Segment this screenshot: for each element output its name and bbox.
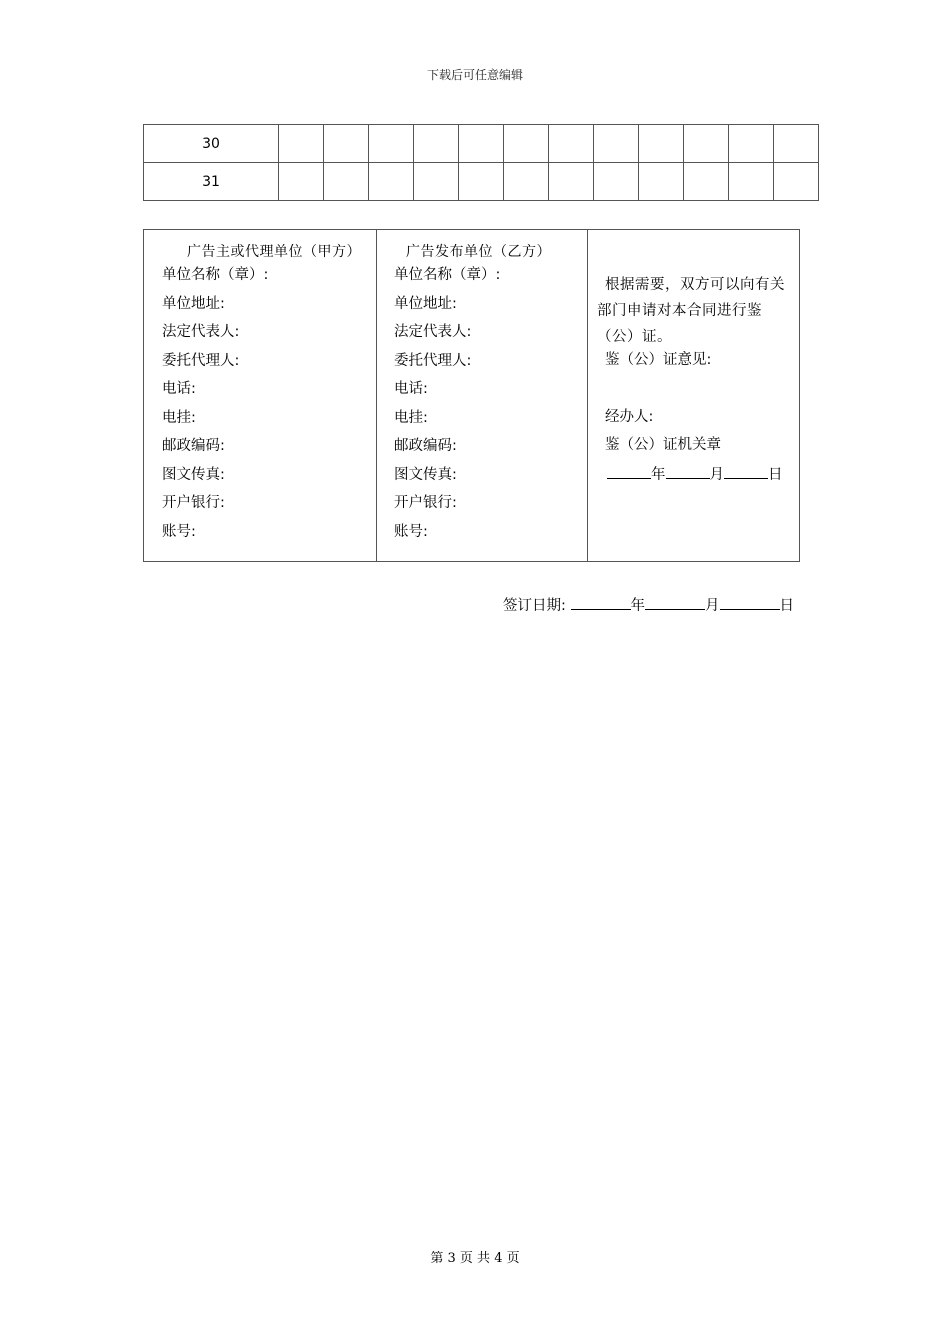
grid-cell[interactable] [324,125,369,163]
party-b-title: 广告发布单位（乙方） [406,244,551,260]
table-row [144,163,819,201]
signing-month-blank[interactable] [645,595,705,610]
grid-cell[interactable] [549,163,594,201]
notary-month-blank[interactable] [666,464,710,479]
grid-cell[interactable] [279,163,324,201]
grid-cell[interactable] [594,163,639,201]
party-b-field-cable: 电挂: [394,409,428,426]
grid-cell[interactable] [459,163,504,201]
notary-handler: 经办人: [605,408,654,425]
notary-month-label: 月 [709,466,724,483]
grid-cell[interactable] [639,125,684,163]
notary-day-label: 日 [768,466,783,483]
day-label: 30 [144,125,279,163]
notary-seal: 鉴（公）证机关章 [605,437,721,453]
signing-day-label: 日 [779,598,794,614]
notary-column [588,230,800,562]
grid-cell[interactable] [774,125,819,163]
grid-cell[interactable] [639,163,684,201]
notary-year-label: 年 [651,466,666,483]
party-b-field-account: 账号: [394,523,428,540]
party-b-field-agent: 委托代理人: [394,352,472,369]
grid-cell[interactable] [459,125,504,163]
party-b-column [377,230,588,562]
grid-cell[interactable] [684,163,729,201]
notice-line: 部门申请对本合同进行鉴 [597,303,762,319]
party-a-field-address: 单位地址: [162,295,225,312]
grid-cell[interactable] [504,163,549,201]
party-a-field-bank: 开户银行: [162,495,225,511]
notary-date [588,464,799,493]
party-a-title: 广告主或代理单位（甲方） [187,244,361,260]
page-number-footer: 第 3 页 共 4 页 [430,1251,520,1266]
party-a-field-fax: 图文传真: [162,466,225,483]
party-b-field-phone: 电话: [394,381,428,397]
grid-cell[interactable] [729,163,774,201]
party-b-field-address: 单位地址: [394,295,457,312]
header-note: 下载后可任意编辑 [426,68,523,82]
signing-date [503,594,794,615]
day-label: 31 [144,163,279,201]
notary-day-blank[interactable] [724,464,768,479]
party-b-field-postcode: 邮政编码: [394,438,457,454]
signing-year-blank[interactable] [571,595,631,610]
party-a-field-name: 单位名称（章）: [162,267,269,283]
grid-cell[interactable] [414,163,459,201]
party-a-field-cable: 电挂: [162,409,196,426]
grid-cell[interactable] [414,125,459,163]
grid-cell[interactable] [324,163,369,201]
party-b-field-bank: 开户银行: [394,495,457,511]
party-b-field-name: 单位名称（章）: [394,267,501,283]
notice-line: （公）证。 [597,329,672,345]
party-b-field-legal-rep: 法定代表人: [394,324,472,340]
parties-table [143,229,800,562]
notary-year-blank[interactable] [607,464,651,479]
notary-opinion: 鉴（公）证意见: [605,352,712,368]
day-grid-table [143,124,819,201]
party-a-column [144,230,377,562]
notice-line: 根据需要，双方可以向有关 [605,277,785,293]
party-a-field-account: 账号: [162,523,196,540]
table-row [144,125,819,163]
grid-cell[interactable] [549,125,594,163]
grid-cell[interactable] [369,125,414,163]
signing-day-blank[interactable] [720,595,780,610]
grid-cell[interactable] [504,125,549,163]
signing-month-label: 月 [705,598,720,614]
party-a-field-legal-rep: 法定代表人: [162,324,240,340]
notary-notice [588,272,799,350]
grid-cell[interactable] [774,163,819,201]
grid-cell[interactable] [369,163,414,201]
signing-date-label: 签订日期: [503,598,566,614]
grid-cell[interactable] [594,125,639,163]
party-a-field-agent: 委托代理人: [162,352,240,369]
grid-cell[interactable] [279,125,324,163]
grid-cell[interactable] [684,125,729,163]
party-a-field-phone: 电话: [162,381,196,397]
party-b-field-fax: 图文传真: [394,466,457,483]
party-a-field-postcode: 邮政编码: [162,438,225,454]
grid-cell[interactable] [729,125,774,163]
signing-year-label: 年 [630,598,645,614]
